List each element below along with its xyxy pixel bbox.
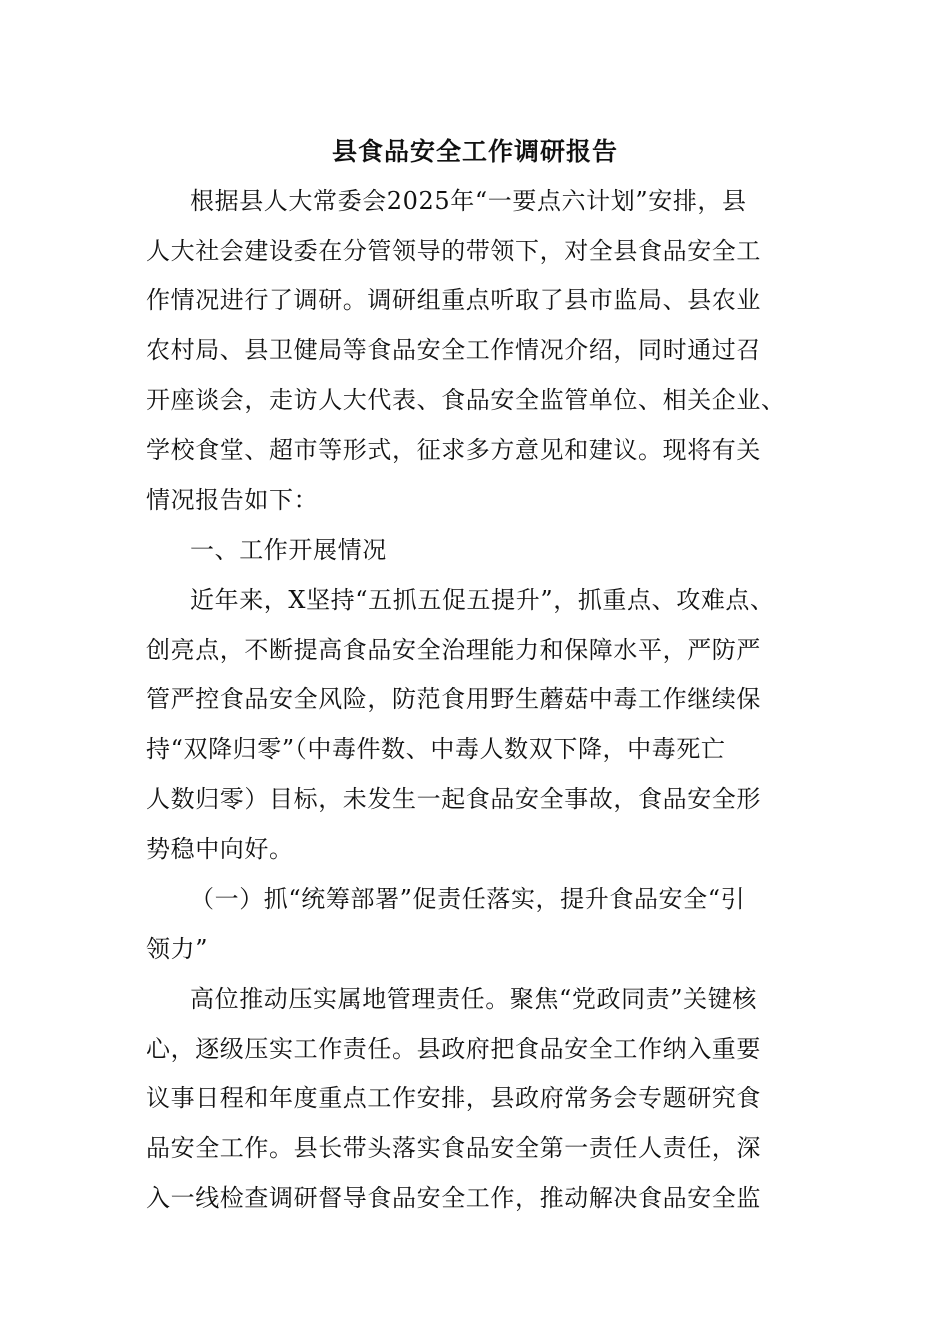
paragraph-line: 开座谈会，走访人大代表、食品安全监管单位、相关企业、 [146, 386, 786, 414]
document-title: 县食品安全工作调研报告 [331, 137, 618, 166]
paragraph-line: 近年来，X坚持“五抓五促五提升”，抓重点、攻难点、 [190, 586, 775, 614]
paragraph-line: 持“双降归零”（中毒件数、中毒人数双下降，中毒死亡 [146, 735, 726, 763]
paragraph-line: 创亮点，不断提高食品安全治理能力和保障水平，严防严 [146, 636, 761, 664]
paragraph-line: 管严控食品安全风险，防范食用野生蘑菇中毒工作继续保 [146, 685, 761, 713]
paragraph-line: 入一线检查调研督导食品安全工作，推动解决食品安全监 [146, 1184, 761, 1212]
paragraph-line: 情况报告如下： [146, 486, 319, 514]
paragraph-line: 议事日程和年度重点工作安排，县政府常务会专题研究食 [146, 1084, 761, 1112]
paragraph-line: 心，逐级压实工作责任。县政府把食品安全工作纳入重要 [146, 1035, 761, 1063]
paragraph-line: 作情况进行了调研。调研组重点听取了县市监局、县农业 [146, 286, 761, 314]
paragraph-line: 高位推动压实属地管理责任。聚焦“党政同责”关键核 [190, 985, 757, 1013]
subsection-heading: 领力” [146, 935, 209, 963]
paragraph-line: 农村局、县卫健局等食品安全工作情况介绍，同时通过召 [146, 336, 761, 364]
subsection-heading: （一）抓“统筹部署”促责任落实，提升食品安全“引 [190, 885, 746, 913]
paragraph-line: 品安全工作。县长带头落实食品安全第一责任人责任，深 [146, 1134, 761, 1162]
section-heading: 一、工作开展情况 [190, 536, 387, 564]
paragraph-line: 学校食堂、超市等形式，征求多方意见和建议。现将有关 [146, 436, 761, 464]
paragraph-line: 人大社会建设委在分管领导的带领下，对全县食品安全工 [146, 237, 761, 265]
paragraph-line: 人数归零）目标，未发生一起食品安全事故，食品安全形 [146, 785, 761, 813]
paragraph-line: 根据县人大常委会2025年“一要点六计划”安排，县 [190, 187, 747, 215]
paragraph-line: 势稳中向好。 [146, 835, 294, 863]
